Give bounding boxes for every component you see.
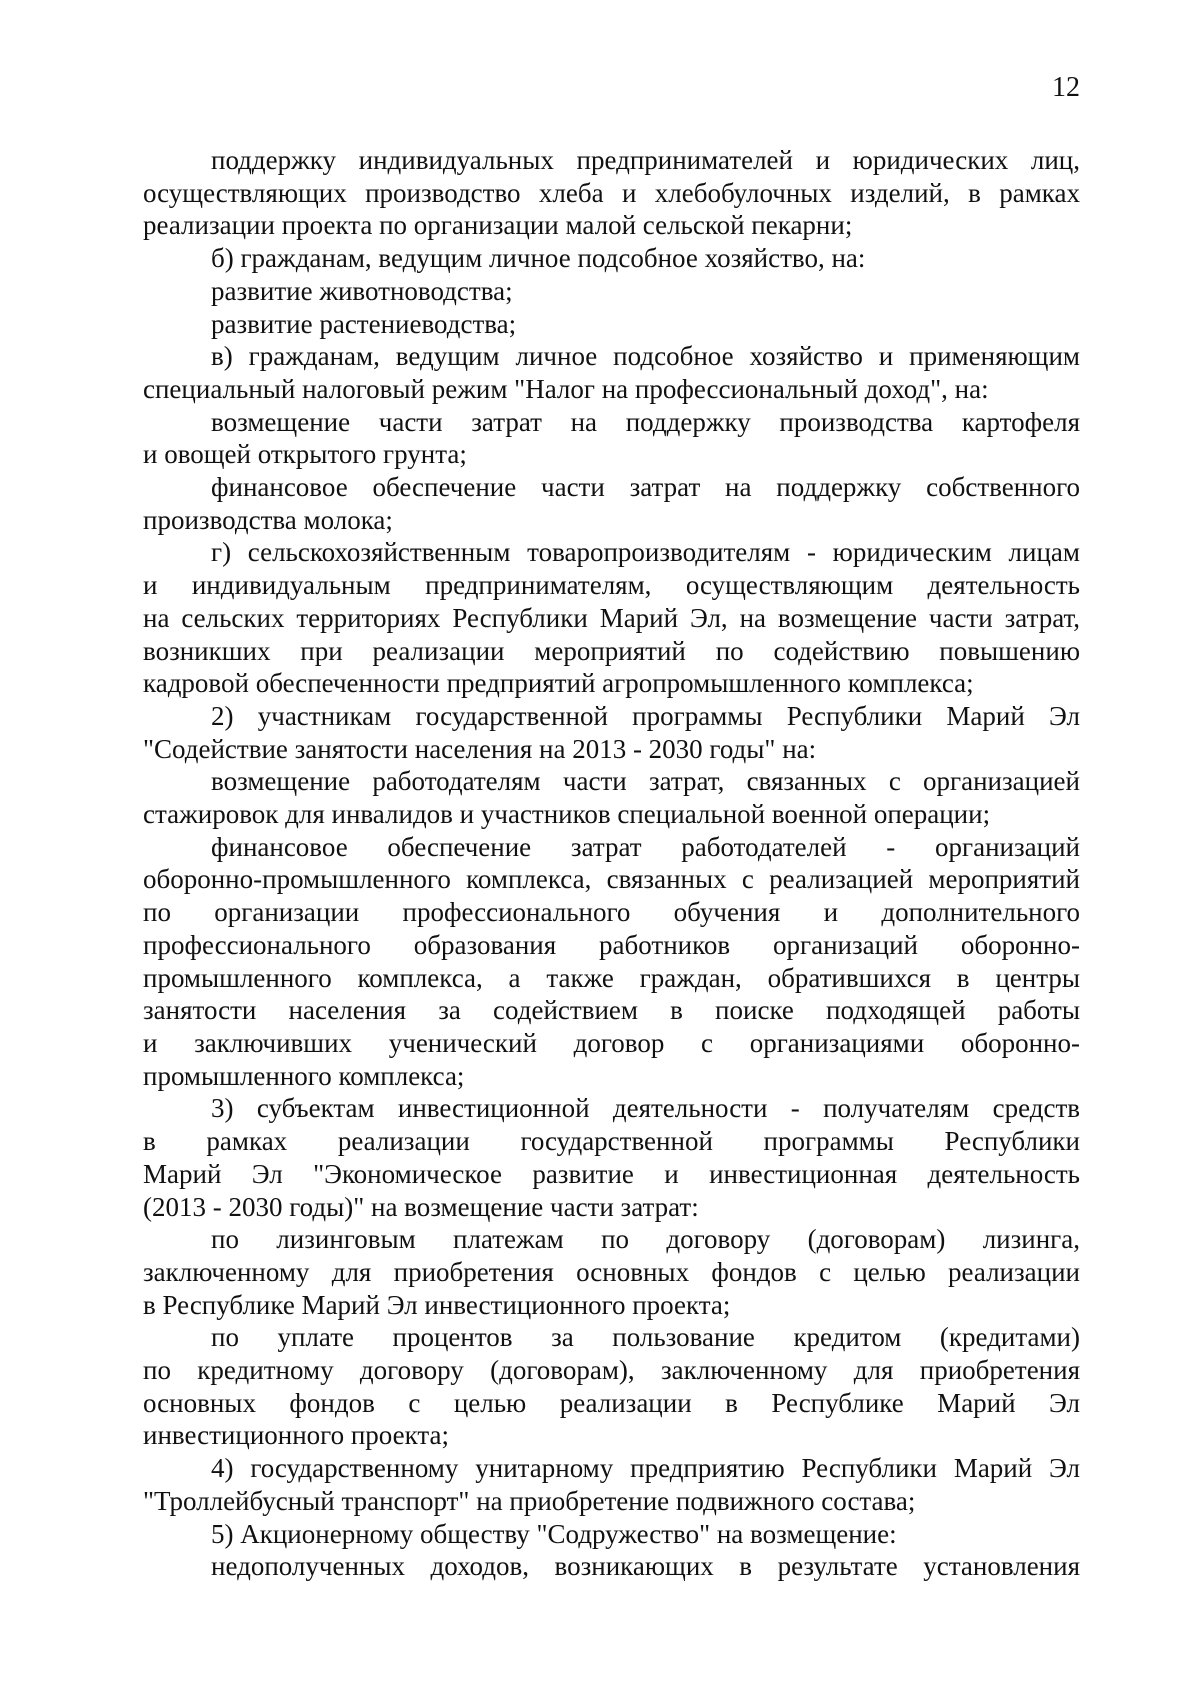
paragraph — [143, 1518, 1080, 1551]
text-line: занятости населения за содействием в поиске подходящей работы — [143, 995, 1080, 1026]
text-line: по кредитному договору (договорам), заключенному для приобретения — [143, 1355, 1080, 1386]
text-line: по уплате процентов за пользование кредитом (кредитами) — [211, 1322, 1080, 1353]
text-line: финансовое обеспечение затрат работодателей - организаций — [211, 831, 1080, 862]
text-line: 2) участникам государственной программы Республики Марий Эл — [211, 700, 1080, 731]
text-line: реализации проекта по организации малой сельской пекарни; — [143, 210, 853, 241]
text-line: 5) Акционерному обществу "Содружество" на возмещение: — [211, 1518, 897, 1549]
paragraph — [143, 242, 1080, 275]
text-line: в) гражданам, ведущим личное подсобное хозяйство и применяющим — [211, 341, 1080, 372]
text-line: стажировок для инвалидов и участников специальной военной операции; — [143, 799, 991, 830]
text-line: финансовое обеспечение части затрат на поддержку собственного — [211, 472, 1080, 503]
text-line: производства молока; — [143, 504, 393, 535]
paragraph — [143, 1223, 1080, 1321]
text-line: (2013 - 2030 годы)" на возмещение части затрат: — [143, 1191, 699, 1222]
text-line: возмещение работодателям части затрат, связанных с организацией — [211, 766, 1080, 797]
text-line: промышленного комплекса; — [143, 1060, 465, 1091]
paragraph — [143, 144, 1080, 242]
paragraph — [143, 471, 1080, 536]
text-line: "Троллейбусный транспорт" на приобретение подвижного состава; — [143, 1485, 916, 1516]
paragraph — [143, 765, 1080, 830]
text-line: развитие растениеводства; — [211, 308, 517, 339]
text-line: инвестиционного проекта; — [143, 1420, 449, 1451]
text-line: и заключивших ученический договор с организациями оборонно- — [143, 1027, 1080, 1058]
text-line: развитие животноводства; — [211, 275, 513, 306]
text-line: по лизинговым платежам по договору (договорам) лизинга, — [211, 1224, 1080, 1255]
text-line: и овощей открытого грунта; — [143, 439, 467, 470]
text-line: осуществляющих производство хлеба и хлебобулочных изделий, в рамках — [143, 177, 1080, 208]
paragraph — [143, 1452, 1080, 1517]
text-line: и индивидуальным предпринимателям, осуществляющим деятельность — [143, 570, 1080, 601]
text-line: недополученных доходов, возникающих в результате установления — [211, 1551, 1080, 1582]
text-line: Марий Эл "Экономическое развитие и инвестиционная деятельность — [143, 1158, 1080, 1189]
text-line: профессионального образования работников организаций оборонно- — [143, 929, 1080, 960]
page-number: 12 — [1052, 72, 1080, 103]
text-line: заключенному для приобретения основных фондов с целью реализации — [143, 1256, 1080, 1287]
paragraph — [143, 406, 1080, 471]
text-line: основных фондов с целью реализации в Республике Марий Эл — [143, 1387, 1080, 1418]
paragraph — [143, 275, 1080, 308]
text-line: возмещение части затрат на поддержку производства картофеля — [211, 406, 1080, 437]
text-line: 4) государственному унитарному предприятию Республики Марий Эл — [211, 1453, 1080, 1484]
text-line: в Республике Марий Эл инвестиционного проекта; — [143, 1289, 731, 1320]
text-line: возникших при реализации мероприятий по содействию повышению — [143, 635, 1080, 666]
paragraph — [143, 1321, 1080, 1452]
paragraph — [143, 831, 1080, 1093]
text-line: на сельских территориях Республики Марий Эл, на возмещение части затрат, — [143, 602, 1080, 633]
paragraph — [143, 700, 1080, 765]
text-line: оборонно-промышленного комплекса, связанных с реализацией мероприятий — [143, 864, 1080, 895]
text-line: г) сельскохозяйственным товаропроизводителям - юридическим лицам — [211, 537, 1080, 568]
text-line: промышленного комплекса, а также граждан, обратившихся в центры — [143, 962, 1080, 993]
text-line: "Содействие занятости населения на 2013 - 2030 годы" на: — [143, 733, 817, 764]
paragraph — [143, 536, 1080, 700]
paragraph — [143, 340, 1080, 405]
text-line: в рамках реализации государственной программы Республики — [143, 1126, 1080, 1157]
text-line: кадровой обеспеченности предприятий агропромышленного комплекса; — [143, 668, 974, 699]
text-line: б) гражданам, ведущим личное подсобное хозяйство, на: — [211, 243, 866, 274]
paragraph — [143, 308, 1080, 341]
document-body — [143, 144, 1080, 1583]
text-line: по организации профессионального обучения и дополнительного — [143, 897, 1080, 928]
paragraph — [143, 1550, 1080, 1583]
text-line: 3) субъектам инвестиционной деятельности - получателям средств — [211, 1093, 1080, 1124]
text-line: специальный налоговый режим "Налог на профессиональный доход", на: — [143, 373, 989, 404]
paragraph — [143, 1092, 1080, 1223]
text-line: поддержку индивидуальных предпринимателей и юридических лиц, — [211, 145, 1080, 175]
